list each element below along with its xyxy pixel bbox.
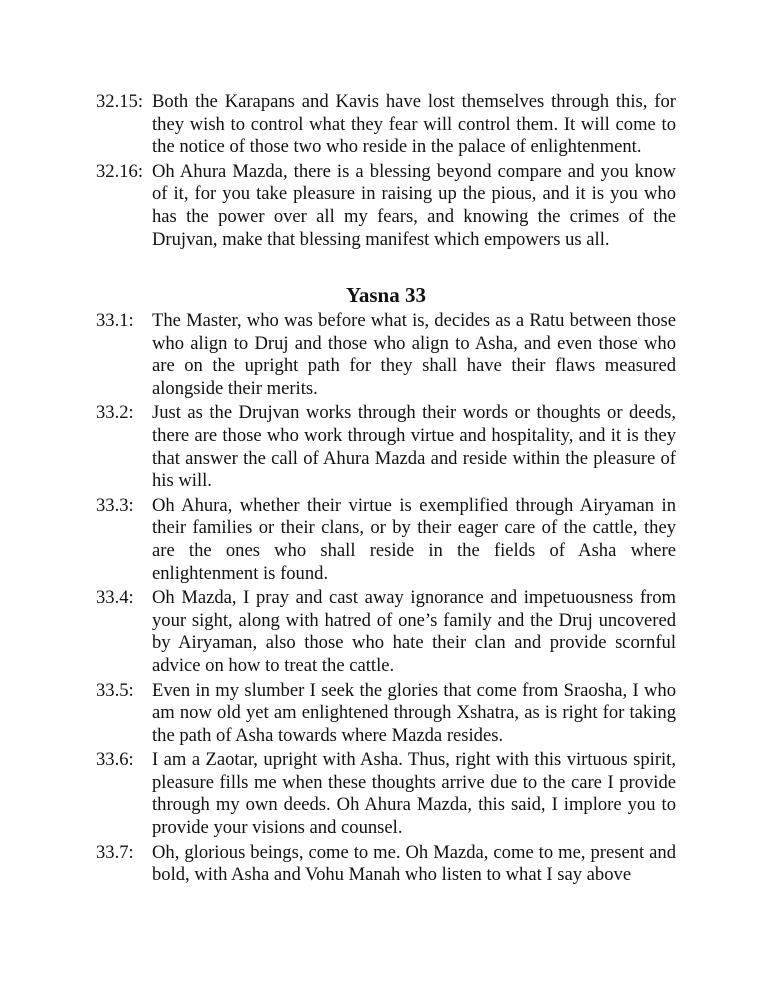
verse-number: 33.3: <box>96 494 134 516</box>
verse-number: 33.1: <box>96 310 134 331</box>
verse-number: 33.2: <box>96 402 134 424</box>
verse-text: Both the Karapans and Kavis have lost themselves through this, for they wish to control what they fear will control them. It will come to the notice of those two who reside in the palace of enlightenment. <box>152 91 676 158</box>
verse-text: Oh, glorious beings, come to me. Oh Mazda, come to me, present and bold, with Asha and Vohu Manah who listen to what I say above <box>152 841 676 886</box>
verse-33-3 <box>96 495 676 585</box>
section-heading: Yasna 33 <box>346 283 426 307</box>
verse-number: 33.5: <box>96 679 134 701</box>
verse-number: 32.16: <box>96 160 144 182</box>
verse-text: Just as the Drujvan works through their words or thoughts or deeds, there are those who work through virtue and hospitality, and it is they that answer the call of Ahura Mazda and reside within the pleasure of his will. <box>152 402 676 492</box>
verse-list-yasna-32 <box>96 91 676 251</box>
verse-text: Oh Mazda, I pray and cast away ignorance and impetuousness from your sight, along with hatred of one’s family and the Druj uncovered by Airyaman, also those who hate their clan and provide scornful advice on how to treat the cattle. <box>152 587 676 676</box>
verse-33-4 <box>96 587 676 677</box>
verse-text: Oh Ahura Mazda, there is a blessing beyond compare and you know of it, for you take pleasure in raising up the pious, and it is you who has the power over all my fears, and knowing the crimes of the Drujvan, make that blessing manifest which empowers us all. <box>152 160 676 250</box>
verse-33-1 <box>96 310 676 400</box>
verse-list-yasna-33 <box>96 310 676 887</box>
verse-32-16 <box>96 161 676 251</box>
verse-number: 33.4: <box>96 587 134 609</box>
verse-33-2 <box>96 402 676 492</box>
verse-33-5 <box>96 680 676 748</box>
verse-text: The Master, who was before what is, decides as a Ratu between those who align to Druj and those who align to Asha, and even those who are on the upright path for they shall have their flaws measured alongside their merits. <box>152 310 676 399</box>
verse-text: I am a Zaotar, upright with Asha. Thus, right with this virtuous spirit, pleasure fills me when these thoughts arrive due to the care I provide through my own deeds. Oh Ahura Mazda, this said, I implore you to provide your visions and counsel. <box>152 749 676 839</box>
verse-33-7 <box>96 842 676 887</box>
verse-33-6 <box>96 749 676 839</box>
verse-text: Even in my slumber I seek the glories that come from Sraosha, I who am now old yet am enlightened through Xshatra, as is right for taking the path of Asha towards where Mazda resides. <box>152 679 676 746</box>
verse-32-15 <box>96 91 676 159</box>
verse-number: 32.15: <box>96 91 144 112</box>
verse-text: Oh Ahura, whether their virtue is exemplified through Airyaman in their families or their clans, or by their eager care of the cattle, they are the ones who shall reside in the fields of Asha where enlightenment is found. <box>152 494 676 584</box>
verse-number: 33.6: <box>96 749 134 771</box>
verse-number: 33.7: <box>96 841 134 863</box>
